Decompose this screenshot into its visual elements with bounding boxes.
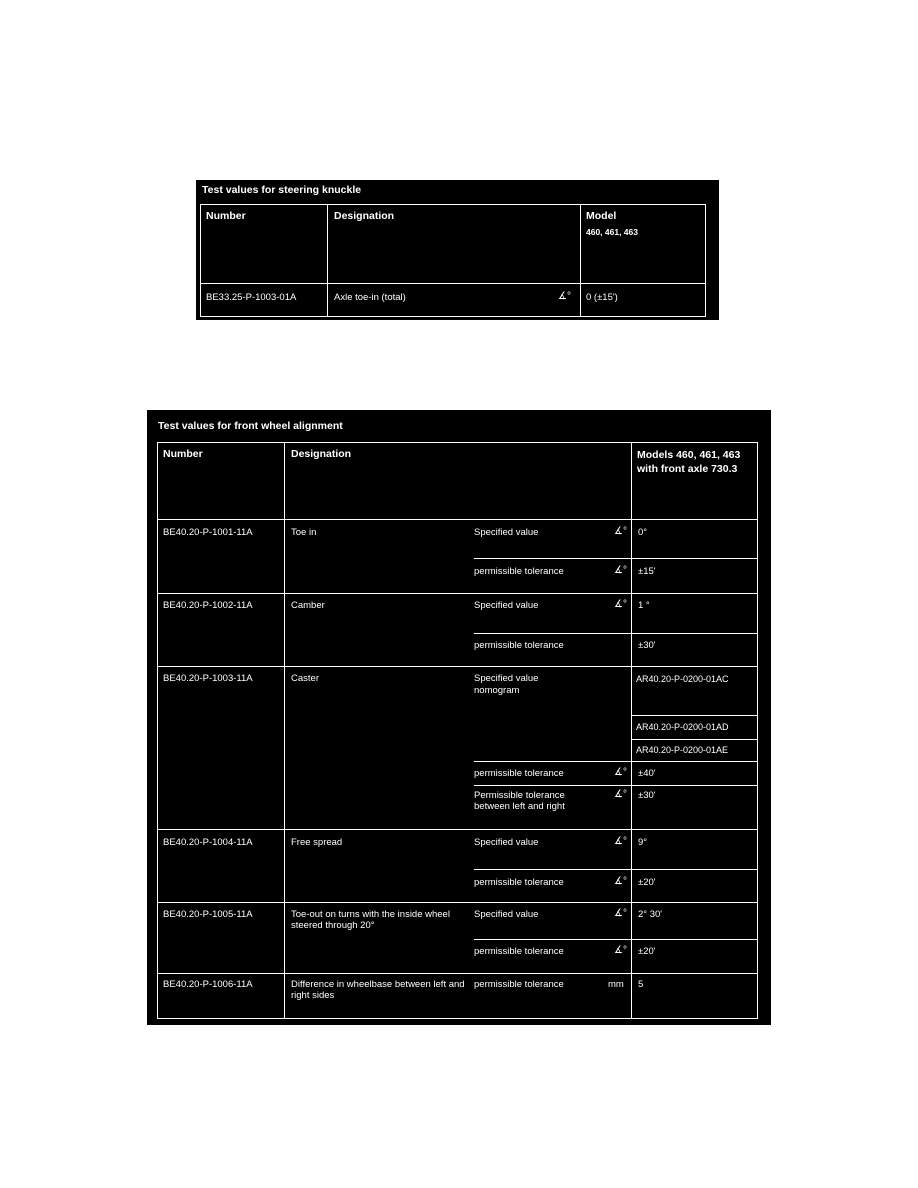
free-spread-tol-label: permissible tolerance [474,877,564,888]
toe-in-number: BE40.20-P-1001-11A [163,527,253,538]
camber-spec-label: Specified value [474,600,539,611]
header-designation: Designation [334,210,395,222]
header-model-sub: 460, 461, 463 [586,227,638,237]
header-model-label: Model [586,210,617,222]
caster-nomogram-ref-3: AR40.20-P-0200-01AE [636,745,729,755]
toe-out-designation: Toe-out on turns with the inside wheel steered through 20° [291,909,450,931]
toe-out-tol-value: ±20' [638,946,656,957]
angle-icon: ∡° [614,599,627,610]
steering-knuckle-panel [196,180,719,320]
free-spread-tol-value: ±20' [638,877,656,888]
caster-designation: Caster [291,673,319,684]
header-models: Models 460, 461, 463 with front axle 730.3 [637,449,741,475]
caster-nomogram-ref-1: AR40.20-P-0200-01AC [636,674,729,684]
toe-out-tol-label: permissible tolerance [474,946,564,957]
header-number: Number [206,210,246,222]
front-wheel-alignment-title: Test values for front wheel alignment [158,420,343,432]
angle-icon: ∡° [614,945,627,956]
row-value: 0 (±15') [586,292,618,303]
camber-tol-value: ±30' [638,640,656,651]
free-spread-spec-value: 9° [638,837,648,848]
camber-designation: Camber [291,600,325,611]
toe-in-spec-value: 0° [638,527,648,538]
front-wheel-alignment-panel [147,410,771,1025]
caster-tol-label: permissible tolerance [474,768,564,779]
toe-in-tol-value: ±15' [638,566,656,577]
caster-spec-label: Specified value nomogram [474,673,539,696]
angle-icon: ∡° [614,876,627,887]
free-spread-designation: Free spread [291,837,343,848]
front-wheel-alignment-table [157,442,758,1019]
toe-out-spec-value: 2° 30' [638,909,663,920]
header-model [586,210,638,238]
wheelbase-unit: mm [608,979,624,990]
caster-nomogram-ref-2: AR40.20-P-0200-01AD [636,722,729,732]
angle-icon: ∡° [614,908,627,919]
header-number: Number [163,448,203,460]
angle-icon: ∡° [614,836,627,847]
free-spread-spec-label: Specified value [474,837,539,848]
row-number: BE33.25-P-1003-01A [206,292,297,303]
wheelbase-number: BE40.20-P-1006-11A [163,979,253,990]
angle-icon: ∡° [614,767,627,778]
caster-lr-value: ±30' [638,790,656,801]
caster-lr-label: Permissible tolerance between left and right [474,790,565,812]
camber-number: BE40.20-P-1002-11A [163,600,253,611]
wheelbase-tol-label: permissible tolerance [474,979,564,990]
camber-spec-value: 1 ° [638,600,650,611]
camber-tol-label: permissible tolerance [474,640,564,651]
steering-knuckle-table [200,204,706,317]
caster-tol-value: ±40' [638,768,656,779]
angle-icon: ∡° [614,565,627,576]
toe-out-number: BE40.20-P-1005-11A [163,909,253,920]
angle-icon: ∡° [558,291,571,302]
angle-icon: ∡° [614,526,627,537]
steering-knuckle-title: Test values for steering knuckle [202,184,362,196]
toe-out-spec-label: Specified value [474,909,539,920]
wheelbase-designation: Difference in wheelbase between left and right sides [291,979,465,1001]
toe-in-designation: Toe in [291,527,317,538]
header-designation: Designation [291,448,352,460]
free-spread-number: BE40.20-P-1004-11A [163,837,253,848]
row-designation: Axle toe-in (total) [334,292,406,303]
toe-in-tol-label: permissible tolerance [474,566,564,577]
toe-in-spec-label: Specified value [474,527,539,538]
wheelbase-tol-value: 5 [638,979,644,990]
caster-number: BE40.20-P-1003-11A [163,673,253,684]
angle-icon: ∡° [614,789,627,800]
